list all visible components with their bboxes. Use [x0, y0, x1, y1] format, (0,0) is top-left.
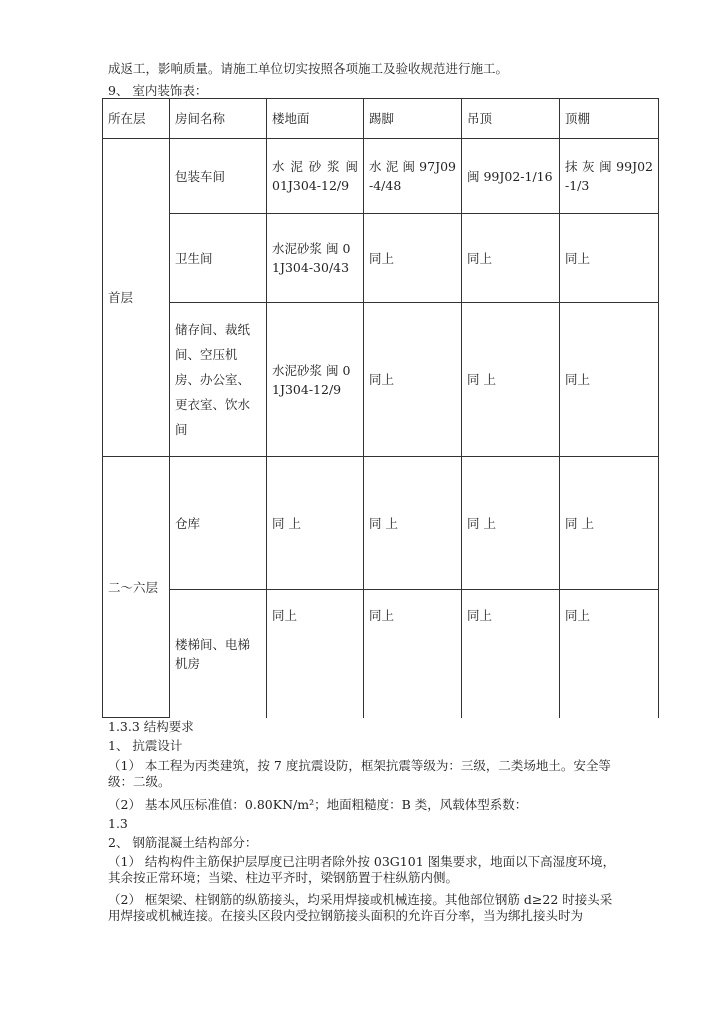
header-skirting: 踢脚	[364, 99, 462, 139]
section-1-3-3: 1.3.3 结构要求	[108, 719, 194, 734]
table-row	[103, 214, 659, 303]
room-name: 楼梯间、电梯机房	[170, 590, 267, 718]
wind-pressure-item: （2） 基本风压标准值：0.80KN/m²；地面粗糙度：B 类，风载体型系数：	[108, 797, 528, 812]
floor-surface: 同上	[267, 590, 364, 718]
table-row	[103, 457, 659, 590]
room-name: 仓库	[170, 457, 267, 590]
suspended-ceiling: 同 上	[462, 303, 560, 457]
room-name: 卫生间	[170, 214, 267, 303]
ceiling: 同上	[560, 590, 659, 718]
ceiling: 同上	[560, 214, 659, 303]
floor-label-1: 首层	[103, 139, 170, 457]
skirting: 同上	[364, 303, 462, 457]
suspended-ceiling: 闽 99J02-1/16	[462, 139, 560, 214]
ceiling: 抹 灰 闽 99J02-1/3	[560, 139, 659, 214]
suspended-ceiling: 同 上	[462, 457, 560, 590]
header-room: 房间名称	[170, 99, 267, 139]
floor-surface: 水泥砂浆 闽 01J304-30/43	[267, 214, 364, 303]
table-row	[103, 590, 659, 718]
header-ceiling: 顶棚	[560, 99, 659, 139]
table-row	[103, 303, 659, 457]
skirting: 水 泥 闽 97J09-4/48	[364, 139, 462, 214]
table-row	[103, 139, 659, 214]
header-floor: 所在层	[103, 99, 170, 139]
section-9-title: 9、 室内装饰表：	[108, 83, 208, 98]
suspended-ceiling: 同上	[462, 590, 560, 718]
table-header-row	[103, 99, 659, 139]
ceiling: 同 上	[560, 457, 659, 590]
wind-factor-value: 1.3	[108, 816, 128, 831]
rc-item-2: （2） 框架梁、柱钢筋的纵筋接头，均采用焊接或机械连接。其他部位钢筋 d≥22 时接头采用焊接或机械连接。在接头区段内受拉钢筋接头面积的允许百分率，当为绑扎接头时为	[108, 892, 613, 923]
floor-surface: 水泥砂浆 闽 01J304-12/9	[267, 303, 364, 457]
rc-item-1: （1） 结构构件主筋保护层厚度已注明者除外按 03G101 图集要求，地面以下高湿度环境，其余按正常环境；当梁、柱边平齐时，梁钢筋置于柱纵筋内侧。	[108, 854, 616, 885]
seismic-heading: 1、 抗震设计	[108, 738, 183, 753]
floor-label-2: 二～六层	[103, 457, 170, 718]
intro-line-1: 成返工，影响质量。请施工单位切实按照各项施工及验收规范进行施工。	[108, 61, 509, 76]
ceiling: 同上	[560, 303, 659, 457]
floor-surface: 水 泥 砂 浆 闽 01J304-12/9	[267, 139, 364, 214]
room-name: 包装车间	[170, 139, 267, 214]
header-suspended-ceiling: 吊顶	[462, 99, 560, 139]
skirting: 同上	[364, 214, 462, 303]
interior-decoration-table	[102, 98, 659, 718]
skirting: 同上	[364, 590, 462, 718]
room-name: 储存间、裁纸间、空压机房、办公室、更衣室、饮水间	[170, 303, 267, 457]
header-floor-surface: 楼地面	[267, 99, 364, 139]
skirting: 同 上	[364, 457, 462, 590]
floor-surface: 同 上	[267, 457, 364, 590]
seismic-item-1: （1） 本工程为丙类建筑，按 7 度抗震设防，框架抗震等级为：三级，二类场地土。安全等级：二级。	[108, 758, 611, 789]
suspended-ceiling: 同上	[462, 214, 560, 303]
rc-structure-heading: 2、 钢筋混凝土结构部分：	[108, 835, 258, 850]
